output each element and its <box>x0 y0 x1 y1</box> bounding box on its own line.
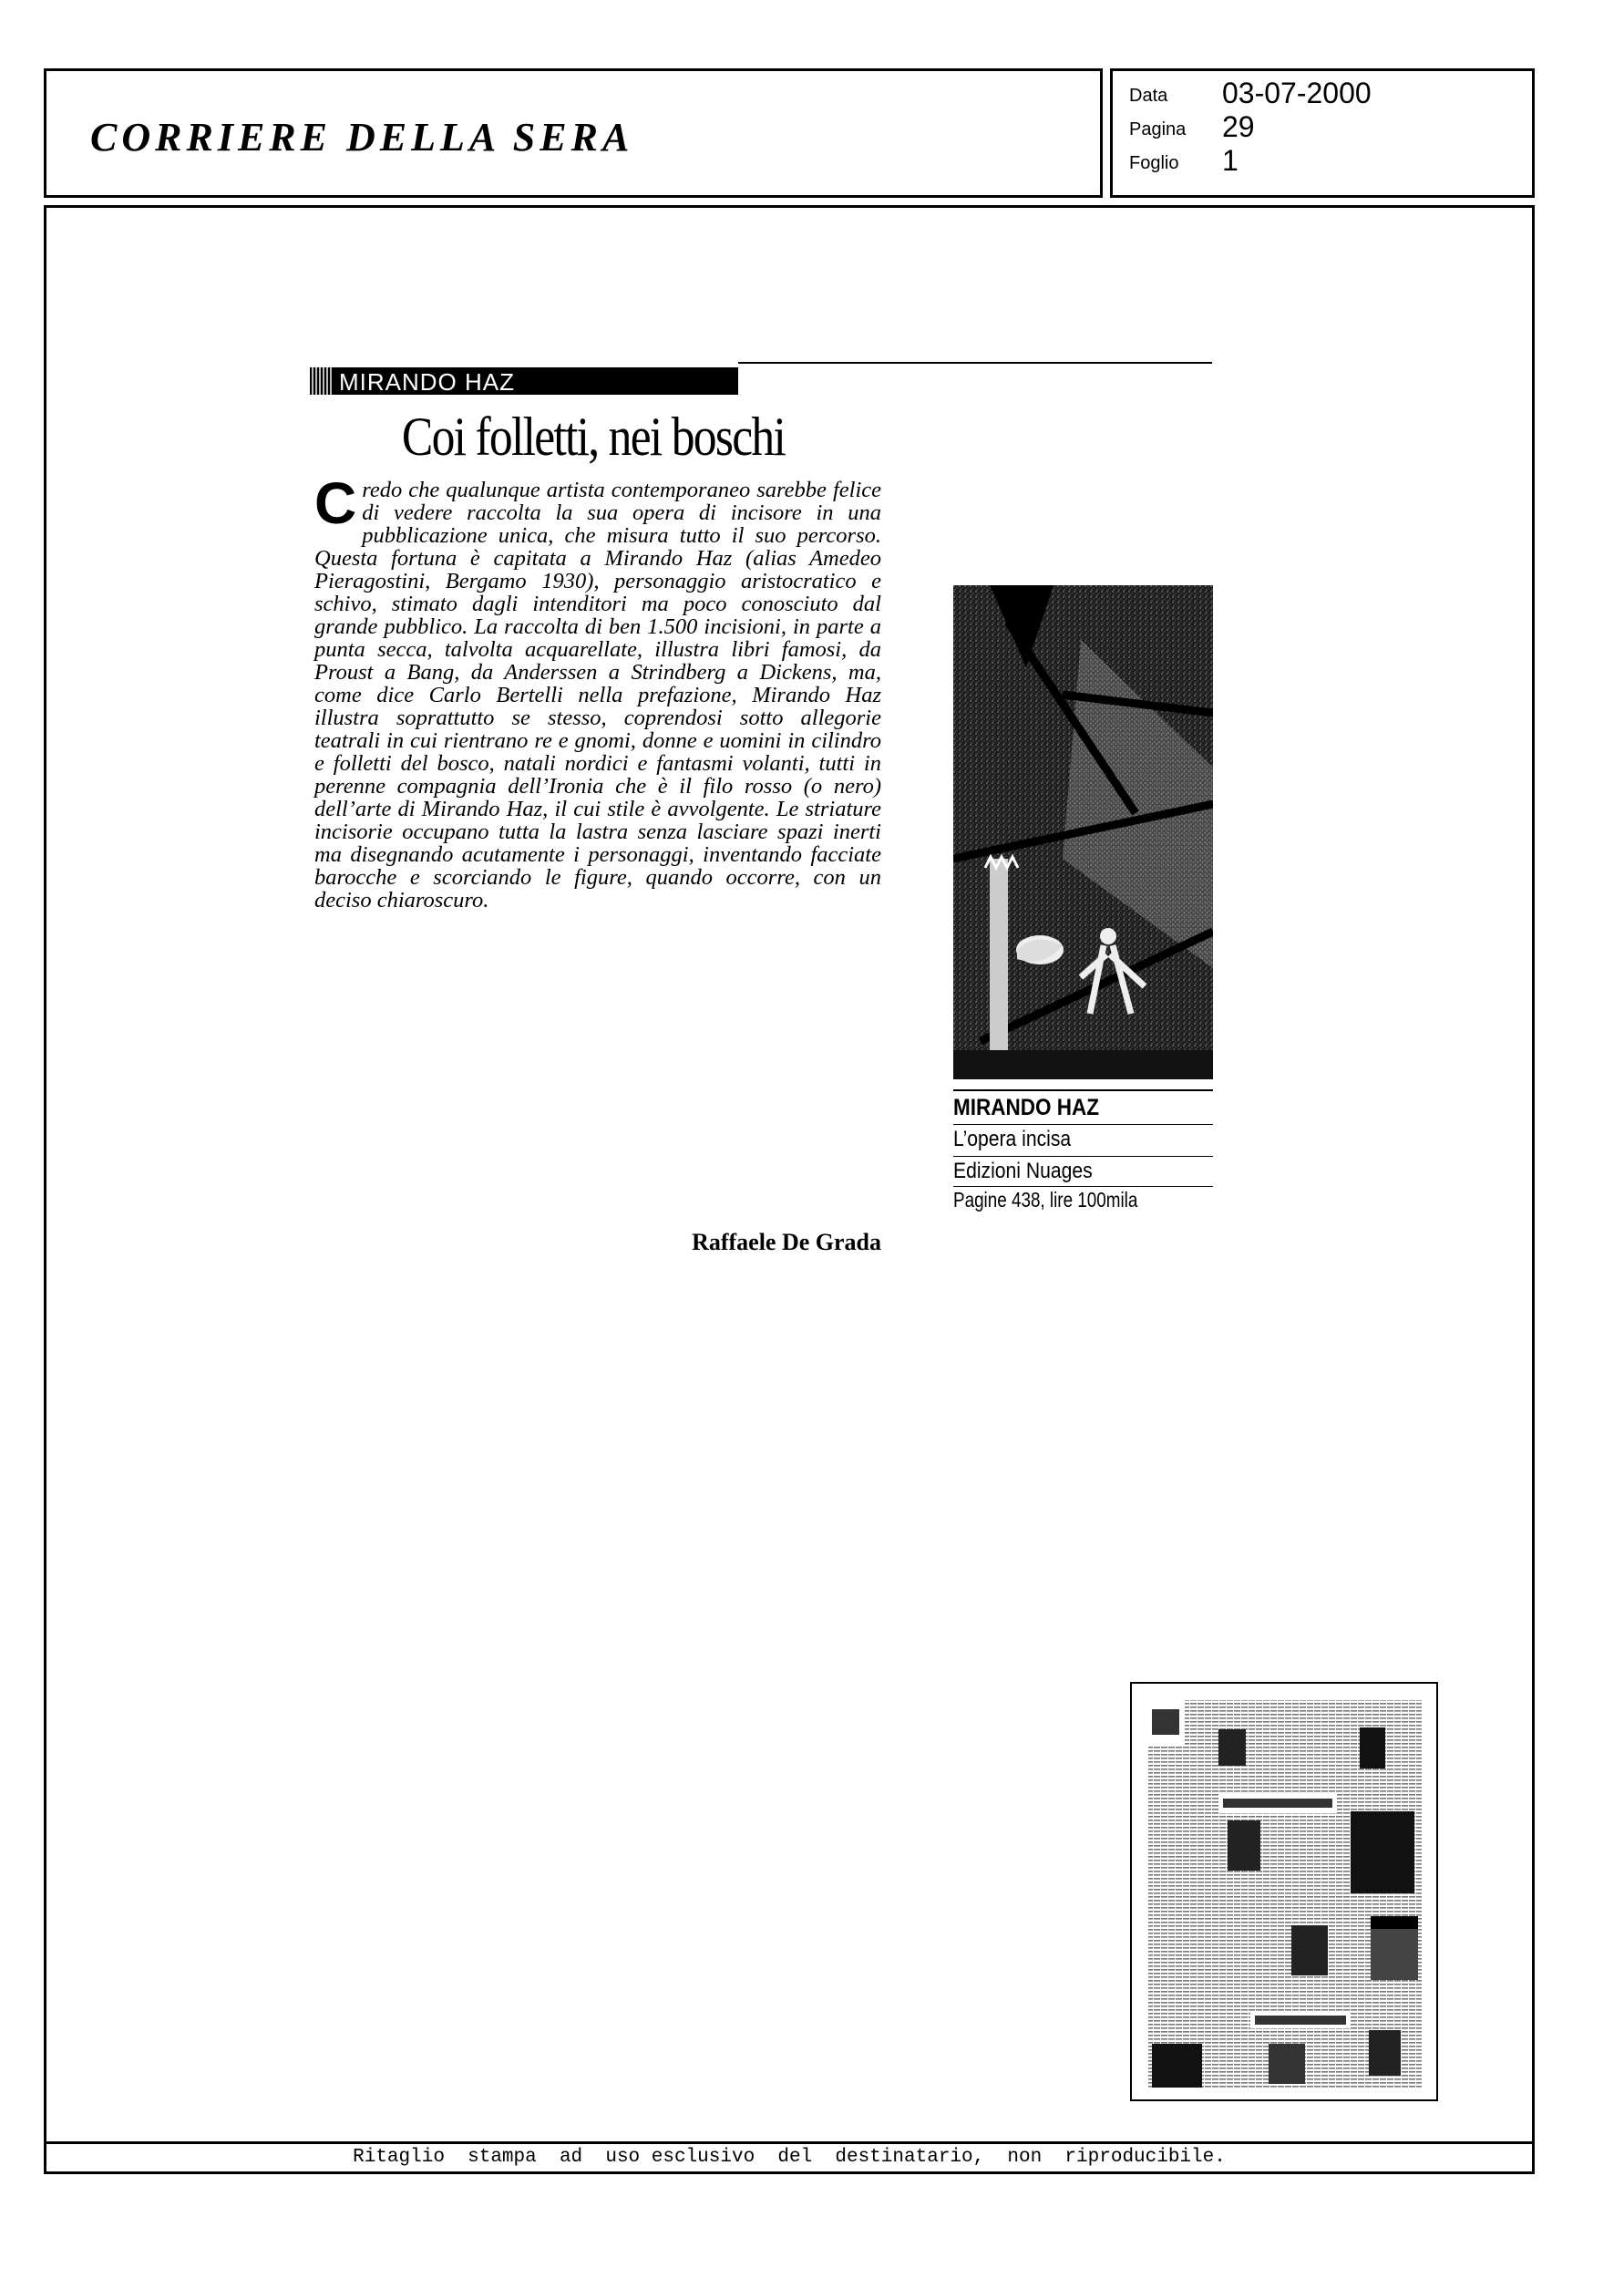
kicker-stripe <box>310 367 332 395</box>
kicker-rule <box>738 362 1212 364</box>
article-headline: Coi folletti, nei boschi <box>401 407 786 467</box>
book-publisher: Edizioni Nuages <box>953 1159 1093 1183</box>
footer-notice: Ritaglio stampa ad uso esclusivo del destinatario, non riproducibile. <box>353 2147 1226 2168</box>
article-dropcap: C <box>314 470 357 536</box>
article-body-text: redo che qualunque artista contemporaneo sarebbe felice di vedere raccolta la sua opera di incisore in una pubblicazione unica, che misura tutto il suo percorso. Questa fortuna è capitata a Mirando Haz (alias Amedeo Pieragostini, Bergamo 1930), personaggio aristocratico e schivo, stimato dagli intenditori ma poco conosciuto dal grande pubblico. La raccolta di ben 1.500 incisioni, in parte a punta secca, talvolta acquarellate, illustra libri famosi, da Proust a Bang, da Anderssen a Strindberg a Dickens, ma, come dice Carlo Bertelli nella prefazione, Mirando Haz illustra soprattutto se stesso, coprendosi sotto allegorie teatrali in cui rientrano re e gnomi, donne e uomini in cilindro e folletti del bosco, natali nordici e fantasmi volanti, tutti in perenne compagnia dell’Ironia che è il filo rosso (o nero) dell’arte di Mirando Haz, il cui stile è avvolgente. Le striature incisorie occupano tutta la lastra senza lasciare spazi inerti ma disegnando acutamente i personaggi, inventando facciate barocche e scorciando le figure, quando occorre, con un deciso chiaroscuro. <box>314 478 881 913</box>
article-kicker: MIRANDO HAZ <box>339 368 515 396</box>
newspaper-masthead: CORRIERE DELLA SERA <box>90 115 634 160</box>
meta-date-label: Data <box>1129 86 1168 106</box>
meta-date-value: 03-07-2000 <box>1222 77 1372 109</box>
meta-page-value: 29 <box>1222 110 1255 143</box>
book-title: MIRANDO HAZ <box>953 1095 1099 1120</box>
book-subtitle: L’opera incisa <box>953 1127 1072 1151</box>
book-details: Pagine 438, lire 100mila <box>953 1188 1138 1212</box>
page-thumbnail-image <box>1132 1684 1436 2099</box>
book-box-top-rule <box>953 1089 1213 1091</box>
book-box-rule <box>953 1124 1213 1125</box>
meta-sheet-label: Foglio <box>1129 153 1179 173</box>
header-masthead-box <box>44 68 1103 198</box>
meta-page-label: Pagina <box>1129 119 1187 139</box>
page-thumbnail <box>1130 1682 1438 2101</box>
article-body <box>314 470 881 913</box>
meta-sheet-value: 1 <box>1222 144 1239 177</box>
book-box-rule <box>953 1156 1213 1157</box>
engraving-illustration <box>953 585 1213 1079</box>
book-box-rule <box>953 1186 1213 1187</box>
article-byline: Raffaele De Grada <box>692 1229 881 1255</box>
header-meta-box <box>1110 68 1535 198</box>
